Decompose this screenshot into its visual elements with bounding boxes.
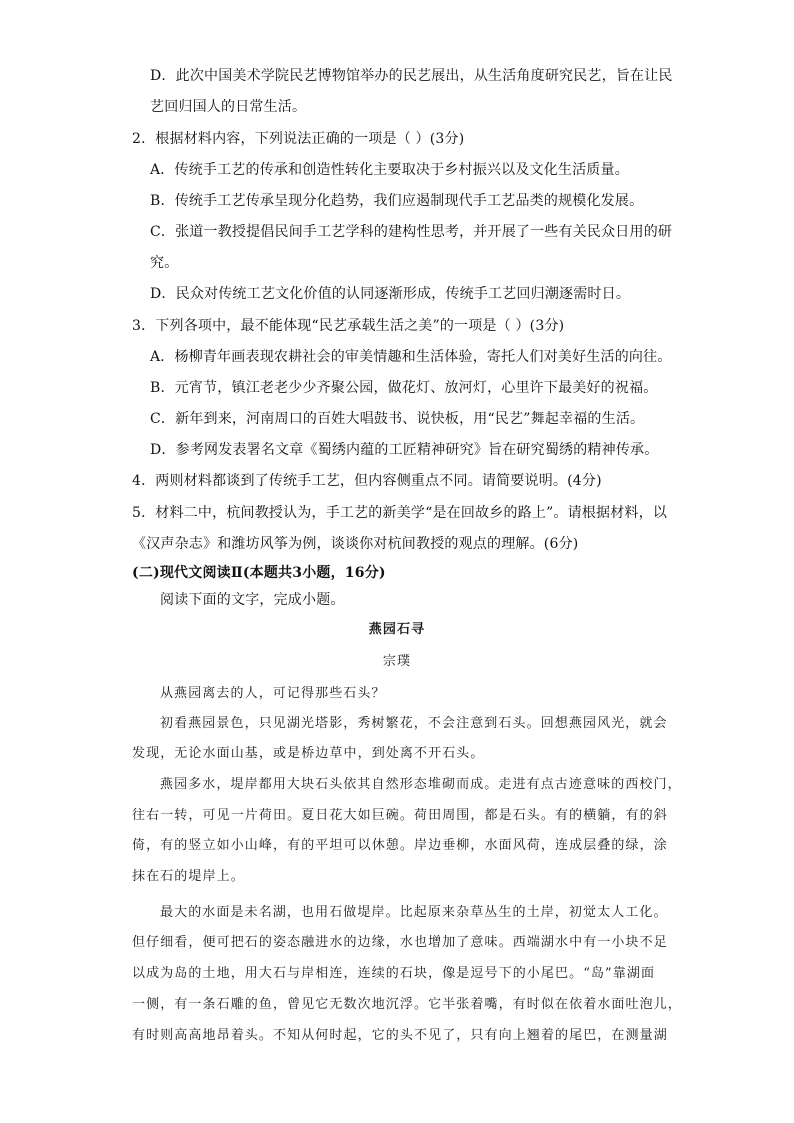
- section-instruction: 阅读下面的文字，完成小题。: [160, 592, 345, 608]
- article-author: 宗璞: [382, 654, 412, 669]
- article-line: 往右一转，可见一片荷田。夏日花大如巨碗。荷田周围，都是石头。有的横躺，有的斜: [132, 808, 668, 823]
- article-title: 燕园石寻: [368, 622, 426, 637]
- q3-stem: 3．下列各项中，最不能体现“民艺承载生活之美”的一项是（ ）(3分): [132, 318, 565, 334]
- q2-option-c-line1: C．张道一教授提倡民间手工艺学科的建构性思考，并开展了一些有关民众日用的研: [150, 224, 673, 240]
- q2-option-d: D．民众对传统工艺文化价值的认同逐渐形成，传统手工艺回归潮逐需时日。: [150, 286, 631, 302]
- article-line: 有时则高高地昂着头。不知从何时起，它的头不见了，只有向上翘着的尾巴，在测量湖: [132, 1028, 668, 1043]
- q2-option-c-line2: 究。: [150, 255, 179, 271]
- q2-option-a: A．传统手工艺的传承和创造性转化主要取决于乡村振兴以及文化生活质量。: [150, 162, 629, 178]
- article-line: 燕园多水，堤岸都用大块石头依其自然形态堆砌而成。走进有点古迹意味的西校门，: [160, 777, 682, 792]
- article-line: 最大的水面是未名湖，也用石做堤岸。比起原来杂草丛生的土岸，初觉太人工化。: [160, 905, 668, 920]
- article-line: 以成为岛的土地，用大石与岸相连，连续的石块，像是逗号下的小尾巴。“岛”靠湖面: [132, 966, 656, 981]
- q2-option-b: B．传统手工艺传承呈现分化趋势，我们应遏制现代手工艺品类的规模化发展。: [150, 193, 644, 209]
- article-line: 从燕园离去的人，可记得那些石头？: [160, 686, 386, 701]
- q1-option-d-line1: D．此次中国美术学院民艺博物馆举办的民艺展出，从生活角度研究民艺，旨在让民: [150, 68, 673, 84]
- article-line: 倚，有的竖立如小山峰，有的平坦可以休憩。岸边垂柳，水面风荷，连成层叠的绿，涂: [132, 838, 668, 853]
- q3-option-c: C．新年到来，河南周口的百姓大唱鼓书、说快板，用“民艺”舞起幸福的生活。: [150, 411, 645, 427]
- q3-option-a: A．杨柳青年画表现农耕社会的审美情趣和生活体验，寄托人们对美好生活的向往。: [150, 349, 672, 365]
- article-line: 但仔细看，便可把石的姿态融进水的边缘，水也增加了意味。西端湖水中有一小块不足: [132, 935, 668, 950]
- q4-stem: 4．两则材料都谈到了传统手工艺，但内容侧重点不同。请简要说明。(4分): [132, 473, 602, 489]
- q3-option-b: B．元宵节，镇江老老少少齐聚公园，做花灯、放河灯，心里许下最美好的祝福。: [150, 380, 658, 396]
- article-line: 初看燕园景色，只见湖光塔影，秀树繁花，不会注意到石头。回想燕园风光，就会: [160, 716, 668, 731]
- section-heading: (二)现代文阅读Ⅱ(本题共3小题，16分): [132, 565, 386, 581]
- q5-line2: 《汉声杂志》和潍坊风筝为例，谈谈你对杭间教授的观点的理解。(6分): [132, 536, 579, 552]
- q2-stem: 2．根据材料内容，下列说法正确的一项是（ ）(3分): [132, 131, 465, 147]
- article-line: 抹在石的堤岸上。: [132, 869, 245, 884]
- q1-option-d-line2: 艺回归国人的日常生活。: [150, 99, 307, 115]
- article-line: 一侧，有一条石雕的鱼，曾见它无数次地沉浮。它半张着嘴，有时似在依着水面吐泡儿，: [132, 997, 682, 1012]
- q3-option-d: D．参考网发表署名文章《蜀绣内蕴的工匠精神研究》旨在研究蜀绣的精神传承。: [150, 442, 659, 458]
- q5-line1: 5．材料二中，杭间教授认为，手工艺的新美学“是在回故乡的路上”。请根据材料，以: [132, 505, 668, 521]
- article-line: 发现，无论水面山基，或是桥边草中，到处离不开石头。: [132, 746, 485, 761]
